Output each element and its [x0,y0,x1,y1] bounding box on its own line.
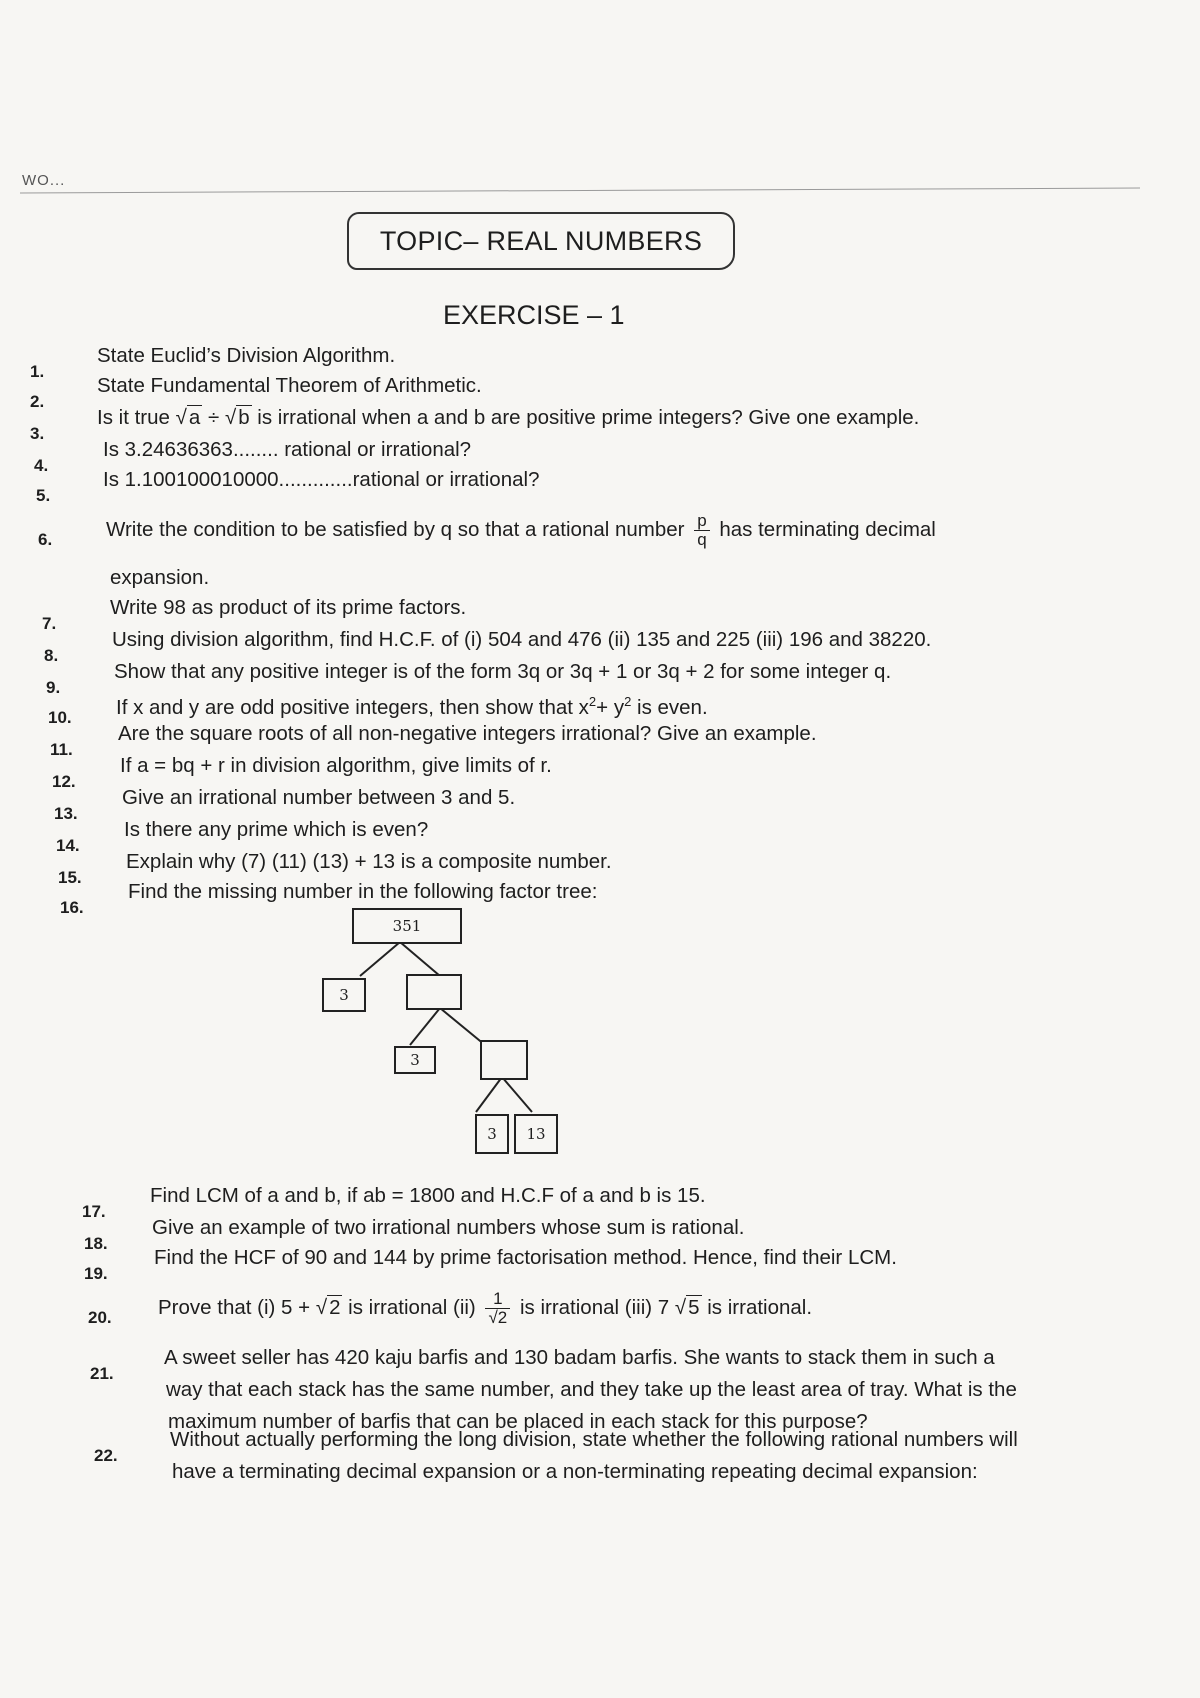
question-text: Find the missing number in the following factor tree: [128,880,598,903]
question-text: State Euclid’s Division Algorithm. [97,344,396,367]
question-text: Is 3.24636363........ rational or irrational? [103,438,472,461]
sqrt-5: √5 [674,1295,700,1319]
question-number: 20. [88,1308,112,1327]
question-number: 13. [54,804,78,823]
branch-line [440,1008,485,1045]
tree-node-level2-right-blank [480,1040,528,1080]
sqrt-b: √b [224,406,250,429]
numerator: p [694,512,709,531]
tree-node-level3-left: 3 [475,1114,509,1154]
question-text: Show that any positive integer is of the form 3q or 3q + 1 or 3q + 2 for some integer q. [114,660,892,683]
question-text: Find the HCF of 90 and 144 by prime factorisation method. Hence, find their LCM. [154,1246,897,1269]
numerator: 1 [485,1290,510,1309]
branch-line [400,942,440,976]
sqrt-2: √2 [315,1295,341,1319]
question-text: State Fundamental Theorem of Arithmetic. [97,374,482,397]
branch-line [360,942,400,976]
question-number: 21. [90,1364,114,1383]
question-number: 15. [58,868,82,887]
question-text: Is 1.100100010000.............rational or irrational? [103,468,540,491]
denominator: q [697,530,707,549]
question-text [106,512,936,549]
question-number: 4. [34,456,49,475]
topic-title: TOPIC– REAL NUMBERS [347,212,735,270]
superscript: 2 [588,694,597,709]
text-part: is irrational (ii) [342,1295,482,1319]
question-text-line: maximum number of barfis that can be placed in each stack for this purpose? [168,1410,868,1433]
question-text: Explain why (7) (11) (13) + 13 is a composite number. [126,850,612,873]
question-text-line: have a terminating decimal expansion or a non-terminating repeating decimal expansion: [172,1460,978,1483]
question-number: 9. [46,678,61,697]
question-number: 11. [50,740,73,759]
denominator: √2 [488,1308,508,1327]
radicand: 2 [329,1295,341,1319]
tree-node-level3-right: 13 [514,1114,558,1154]
question-number: 1. [30,362,45,381]
question-text [97,406,919,430]
text-part: + y [596,695,625,719]
exercise-title: EXERCISE – 1 [443,300,625,330]
factor-tree [300,900,600,1160]
fraction-1-over-root-2 [485,1290,510,1327]
question-number: 8. [44,646,59,665]
question-number: 5. [36,486,51,505]
radicand: 5 [688,1295,700,1319]
question-number: 18. [84,1234,108,1253]
header-rule [20,188,1140,194]
question-number: 12. [52,772,76,791]
question-text [116,690,708,720]
fraction-p-over-q [694,512,709,549]
question-number: 19. [84,1264,108,1283]
branch-line [410,1008,440,1045]
tree-node-level2-left: 3 [394,1046,436,1074]
radicand: a [188,406,201,429]
question-text-continued: expansion. [110,566,210,589]
question-text-line: way that each stack has the same number, and they take up the least area of tray. What is the [166,1378,1017,1401]
question-text: Find LCM of a and b, if ab = 1800 and H.C.F of a and b is 15. [150,1184,706,1207]
question-text: Write 98 as product of its prime factors. [110,596,467,619]
question-text: Are the square roots of all non-negative integers irrational? Give an example. [118,722,817,745]
question-text-line: A sweet seller has 420 kaju barfis and 130 badam barfis. She wants to stack them in such a [164,1346,995,1369]
question-text: Is there any prime which is even? [124,818,429,841]
question-text [158,1290,812,1327]
question-text: Give an example of two irrational numbers whose sum is rational. [152,1216,745,1239]
superscript: 2 [624,694,632,709]
question-number: 2. [30,392,45,411]
question-number: 17. [82,1202,106,1221]
question-number: 10. [48,708,72,727]
question-text: If a = bq + r in division algorithm, give limits of r. [120,754,552,777]
question-number: 14. [56,836,80,855]
text-part: If x and y are odd positive integers, then show that x [116,695,589,719]
tree-node-level1-right-blank [406,974,462,1010]
text-part: is irrational when a and b are positive prime integers? Give one example. [251,406,920,429]
question-number: 16. [60,898,84,917]
text-part: Write the condition to be satisfied by q so that a rational number [106,517,691,541]
question-text: Give an irrational number between 3 and 5. [122,786,516,809]
text-part: is irrational (iii) 7 [514,1295,675,1319]
branch-line [476,1077,502,1112]
question-text-line: Without actually performing the long division, state whether the following rational numbers will [170,1428,1018,1451]
tree-node-level1-left: 3 [322,978,366,1012]
question-number: 6. [38,530,53,549]
question-text: Using division algorithm, find H.C.F. of (i) 504 and 476 (ii) 135 and 225 (iii) 196 and 38220. [112,628,932,651]
radicand: b [238,406,250,429]
text-part: is even. [631,695,708,719]
text-part: ÷ [202,406,225,429]
tree-root-node: 351 [352,908,462,944]
question-number: 22. [94,1446,118,1465]
question-number: 3. [30,424,45,443]
branch-line [502,1077,532,1112]
text-part: Prove that (i) 5 + [158,1295,316,1319]
question-number: 7. [42,614,57,633]
text-part: has terminating decimal [713,517,936,541]
text-part: is irrational. [701,1295,813,1319]
sqrt-a: √a [175,406,201,429]
header-word: WO... [22,172,66,189]
text-part: Is it true [97,406,176,429]
